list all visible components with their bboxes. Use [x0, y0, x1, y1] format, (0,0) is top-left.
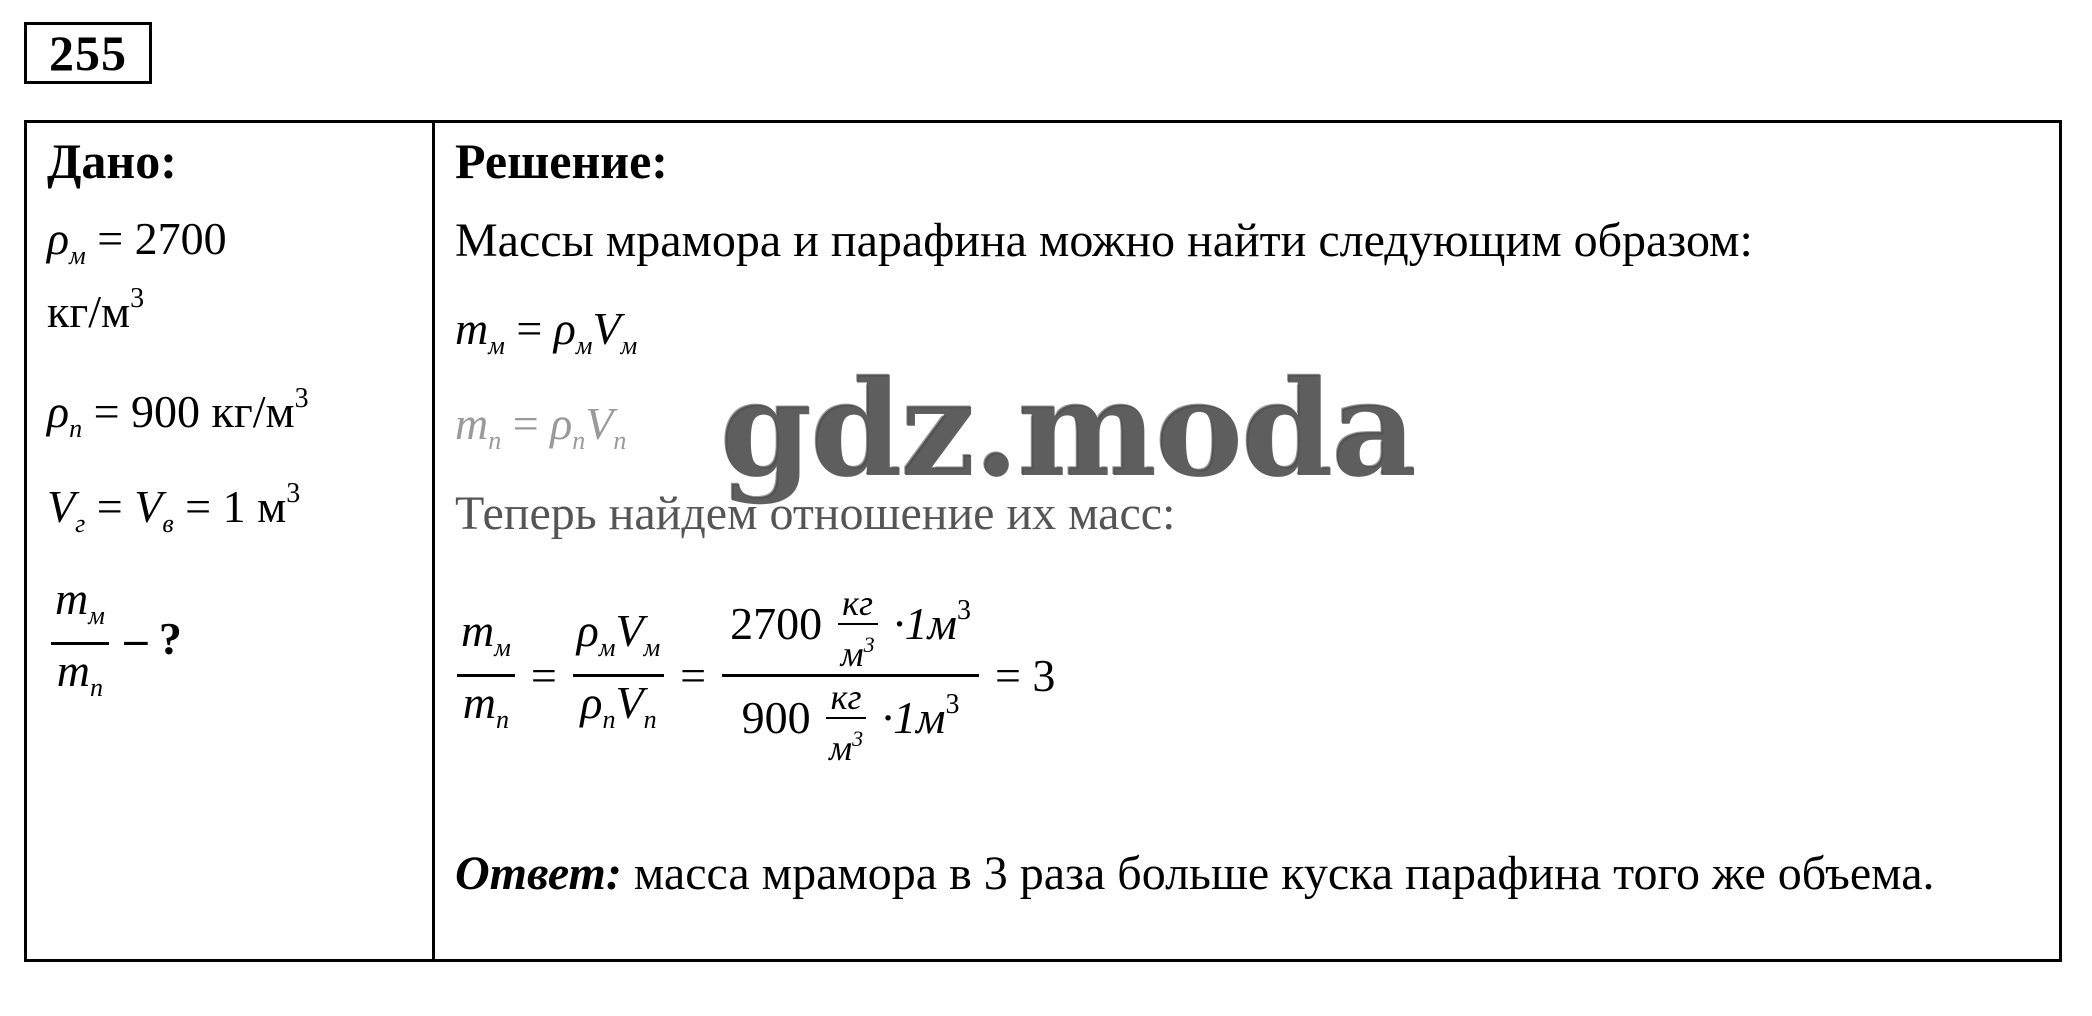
rho-subscript: м: [69, 241, 86, 270]
solution-heading: Решение:: [455, 133, 668, 189]
equals-sign: =: [530, 649, 557, 701]
volume-value: = 1 м: [173, 481, 287, 532]
unit-text: кг/м: [47, 286, 131, 337]
density-volume-fraction: $\frac{\rho_мV_м}{\rho_пV_п}$: [573, 605, 664, 746]
given-find: [47, 573, 182, 714]
given-rho-marble-unit: [47, 273, 144, 338]
answer-label: Ответ:: [455, 847, 622, 900]
rho-subscript: п: [69, 414, 83, 443]
given-heading: Дано:: [47, 133, 177, 189]
unit-exponent: 3: [294, 383, 309, 414]
solution-table: [24, 120, 2062, 962]
volume-subscript: г: [75, 509, 86, 538]
rho-value: = 900 кг/м: [93, 386, 295, 437]
find-question: – ?: [124, 613, 182, 665]
given-column: [27, 123, 432, 959]
given-volumes: [47, 468, 300, 550]
rho-value: = 2700: [97, 213, 227, 264]
result-value: = 3: [994, 649, 1056, 701]
volume-subscript: в: [162, 509, 174, 538]
equation-paraffin-mass: $m_п = \rho_пV_п$: [455, 398, 627, 455]
fraction-numerator: $m_м$: [51, 573, 109, 645]
equation-marble-mass: $m_м = \rho_мV_м$: [455, 303, 638, 360]
rho-symbol: ρ: [47, 213, 70, 264]
equals-sign: =: [680, 649, 707, 701]
given-rho-marble: [47, 213, 227, 282]
solution-column: [435, 123, 2059, 959]
rho-symbol: ρ: [47, 386, 70, 437]
problem-number-box: 255: [24, 22, 152, 84]
volume-symbol: V: [47, 481, 76, 532]
answer-text: масса мрамора в 3 раза больше куска парафина того же объема.: [621, 847, 1935, 900]
fraction-denominator: $m_п$: [56, 645, 104, 702]
ratio-formula: [453, 583, 1067, 768]
equals: =: [85, 481, 135, 532]
find-fraction: [51, 573, 109, 714]
numeric-fraction: 2700 $\frac{кг}{м^3}$ $\cdot 1м^3$ 900 $\frac{кг}{м^3}$ $\cdot 1м^3$: [722, 583, 979, 768]
unit-exponent: 3: [286, 478, 301, 509]
volume-symbol: V: [134, 481, 163, 532]
watermark-logo: gdz.moda: [720, 352, 1416, 507]
solution-intro: Массы мрамора и парафина можно найти следующим образом:: [455, 214, 1753, 267]
given-rho-paraffin: [47, 373, 309, 455]
mass-ratio-fraction: $\frac{m_м}{m_п}$: [457, 605, 515, 746]
answer-paragraph: [455, 845, 2015, 903]
ratio-intro: Теперь найдем отношение их масс:: [455, 487, 1176, 540]
unit-exponent: 3: [130, 283, 145, 314]
